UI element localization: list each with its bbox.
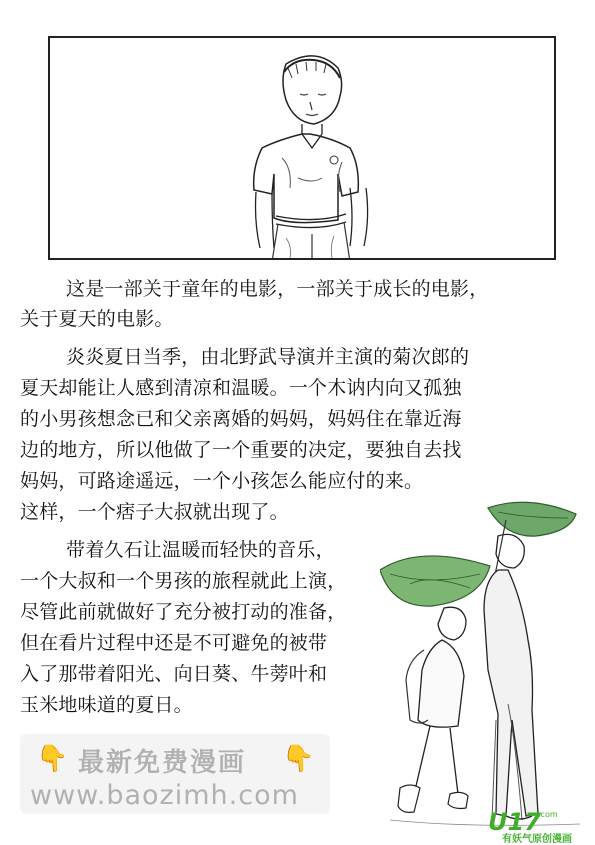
paragraph-line: 妈妈，可路途遥远，一个小孩怎么能应付的来。 bbox=[20, 470, 424, 492]
umbrella-walkers-illustration bbox=[380, 490, 590, 834]
illustration-panel bbox=[48, 36, 556, 260]
paragraph-line: 尽管此前就做好了充分被打动的准备， bbox=[20, 601, 347, 623]
paragraph-line: 夏天却能让人感到清凉和温暖。一个木讷内向又孤独 bbox=[20, 377, 462, 399]
paragraph-line: 炎炎夏日当季，由北野武导演并主演的菊次郎的 bbox=[66, 346, 470, 368]
watermark-url: www.baozimh.com bbox=[30, 780, 299, 811]
boy-sketch bbox=[50, 38, 556, 260]
logo-mark: U17 bbox=[488, 808, 541, 836]
pointing-down-hand-icon: 👇 bbox=[36, 744, 69, 774]
paragraph-line: 带着久石让温暖而轻快的音乐， bbox=[66, 539, 335, 561]
paragraph-line: 入了那带着阳光、向日葵、牛蒡叶和 bbox=[20, 663, 328, 685]
u17-logo bbox=[488, 808, 572, 845]
paragraph-line: 边的地方，所以他做了一个重要的决定，要独自去找 bbox=[20, 439, 462, 461]
paragraph-line: 玉米地味道的夏日。 bbox=[20, 694, 193, 716]
pointing-down-hand-icon: 👇 bbox=[282, 744, 315, 774]
paragraph-line: 的小男孩想念已和父亲离婚的妈妈，妈妈住在靠近海 bbox=[20, 408, 462, 430]
paragraph-line: 关于夏天的电影。 bbox=[20, 308, 174, 330]
paragraph-line: 这样，一个痞子大叔就出现了。 bbox=[20, 501, 289, 523]
paragraph-line: 一个大叔和一个男孩的旅程就此上演， bbox=[20, 570, 347, 592]
watermark-title: 最新免费漫画 bbox=[78, 748, 247, 778]
paragraph-line: 这是一部关于童年的电影，一部关于成长的电影， bbox=[66, 278, 489, 300]
logo-tagline: 有妖气原创漫画 bbox=[502, 834, 572, 845]
site-watermark bbox=[20, 734, 330, 814]
paragraph-line: 但在看片过程中还是不可避免的被带 bbox=[20, 632, 328, 654]
logo-suffix: .com bbox=[538, 810, 558, 819]
